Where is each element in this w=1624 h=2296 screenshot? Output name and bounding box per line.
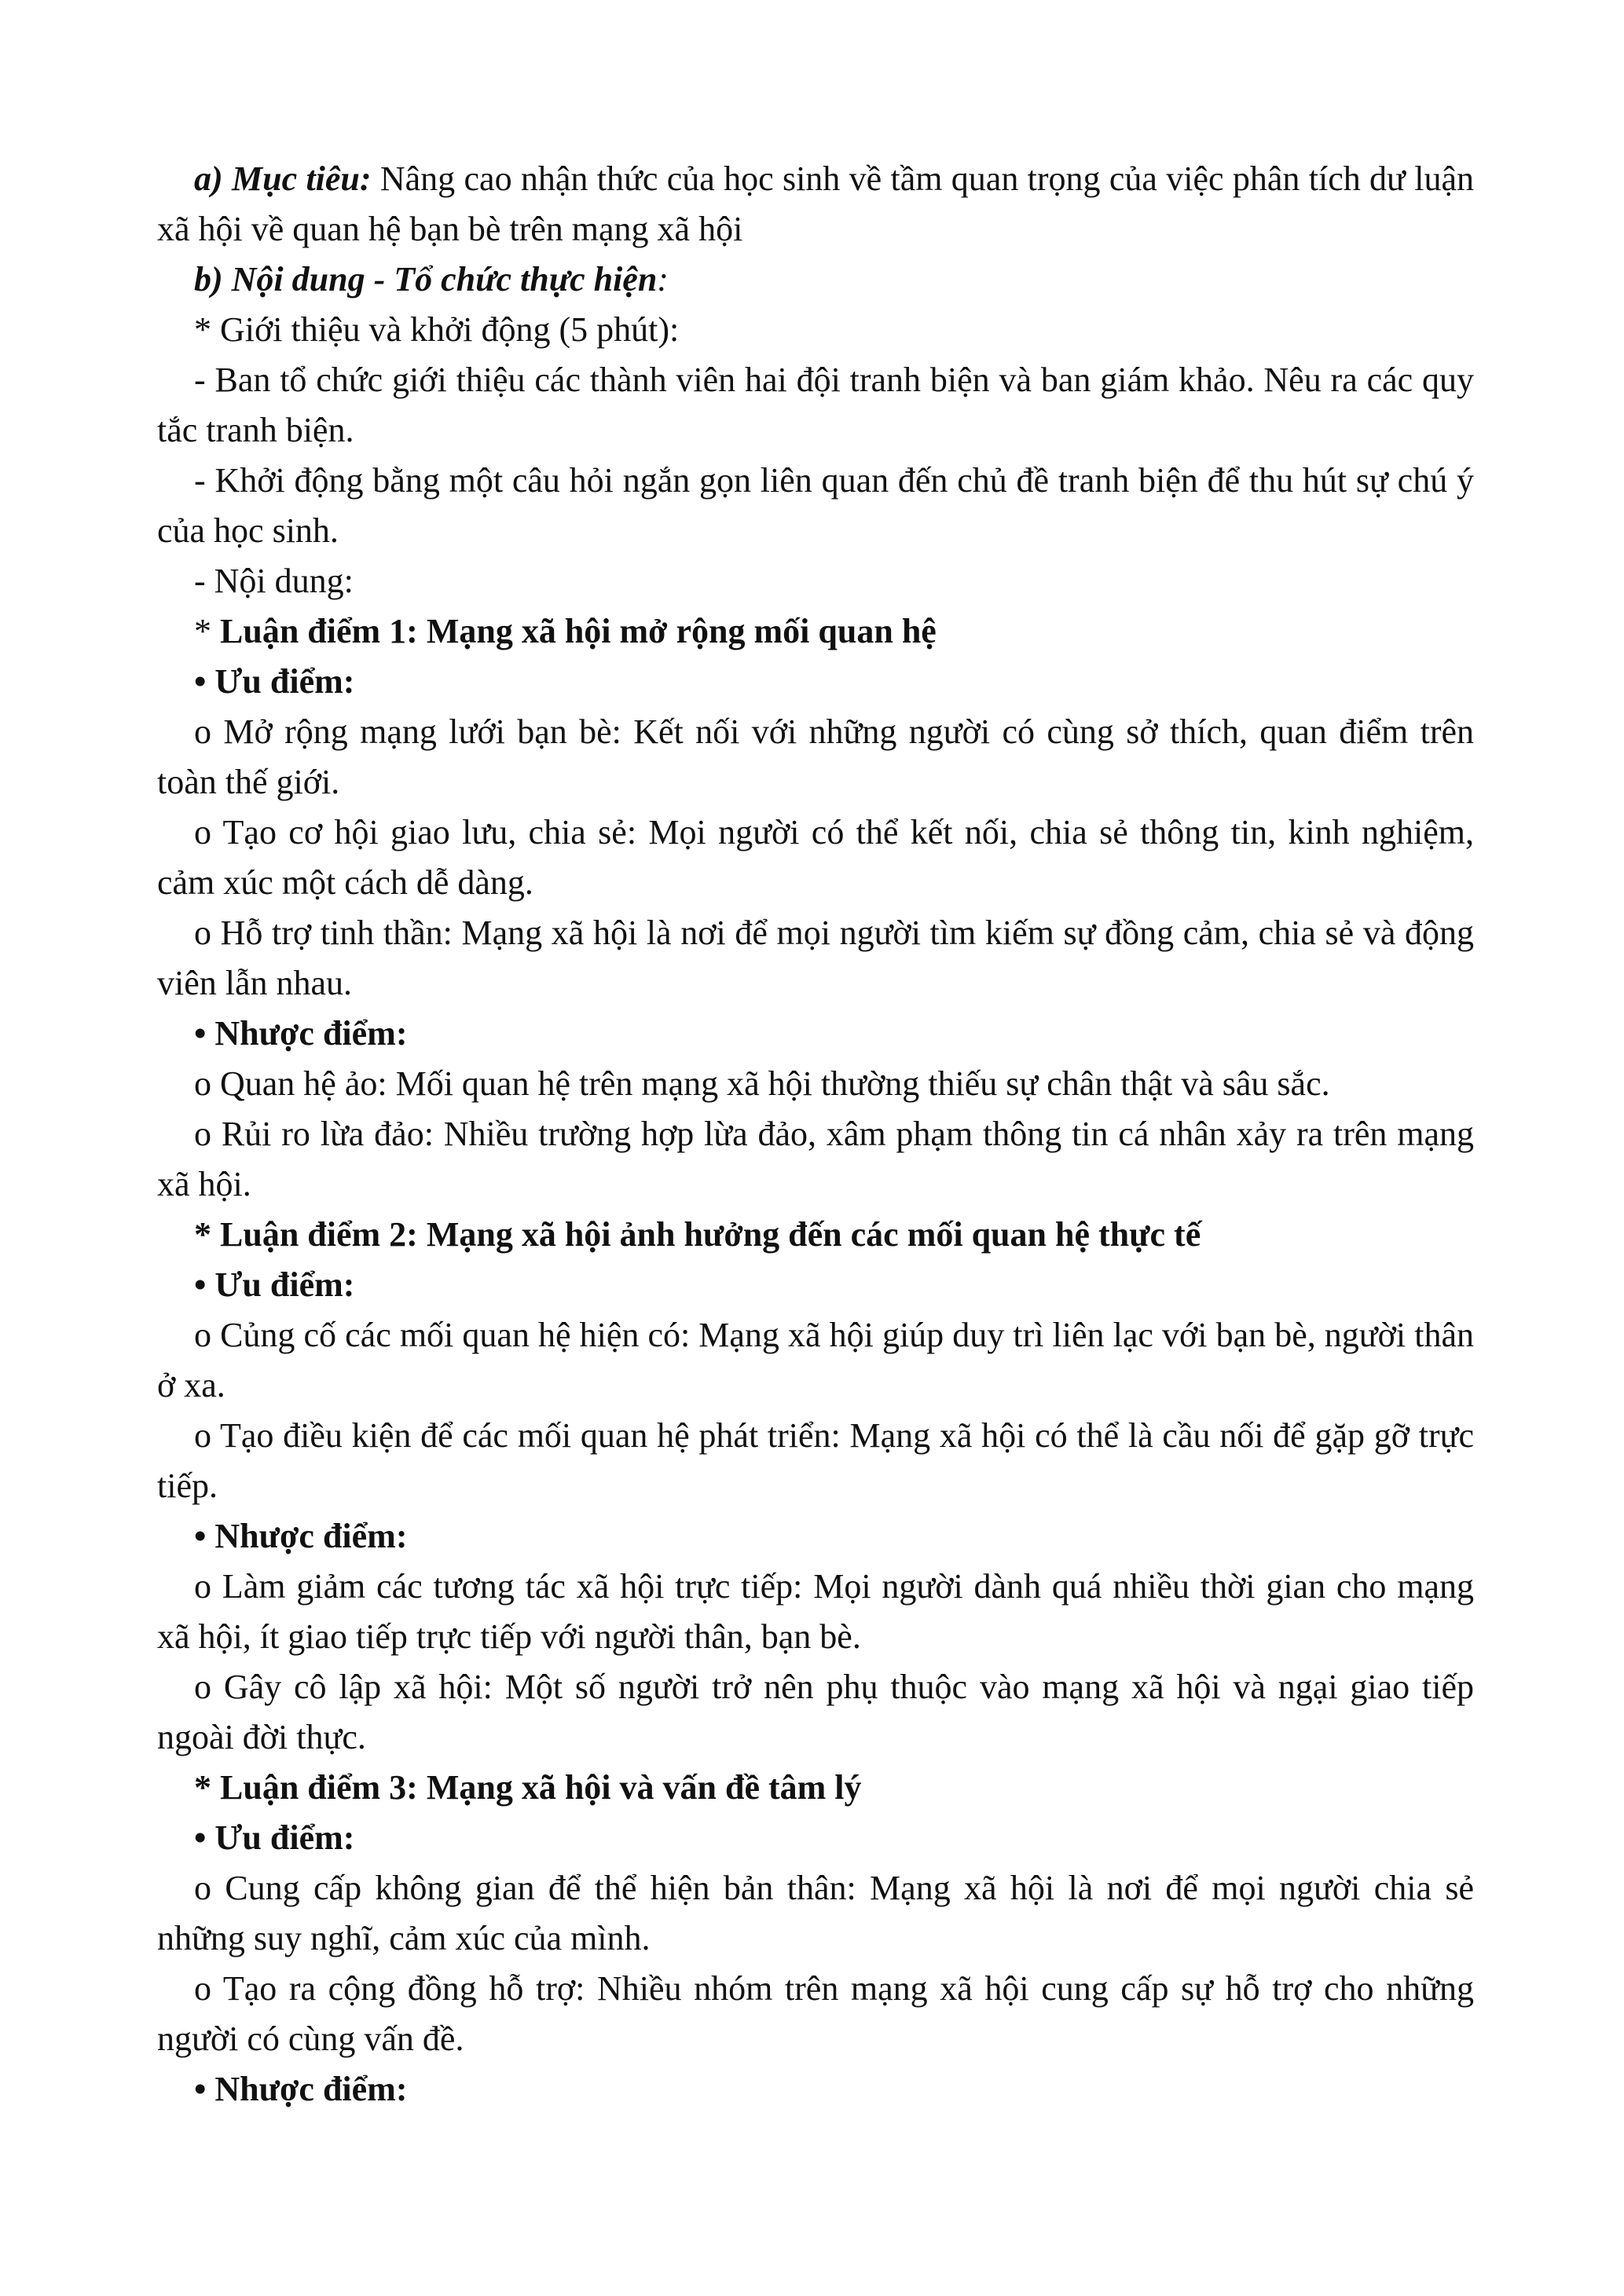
point1-pros-label: • Ưu điểm:	[194, 662, 355, 701]
point1-title: Luận điểm 1: Mạng xã hội mở rộng mối quan hệ	[220, 612, 937, 650]
point1-con-item: o Quan hệ ảo: Mối quan hệ trên mạng xã hội thường thiếu sự chân thật và sâu sắc.	[194, 1064, 1330, 1103]
point1-pro-item: o Hỗ trợ tinh thần: Mạng xã hội là nơi để mọi người tìm kiếm sự đồng cảm, chia sẻ và động viên lẫn nhau.	[157, 914, 1474, 1002]
content-heading	[157, 255, 1474, 305]
intro-line: - Ban tổ chức giới thiệu các thành viên hai đội tranh biện và ban giám khảo. Nêu ra các quy tắc tranh biện.	[157, 361, 1474, 449]
point3-title: * Luận điểm 3: Mạng xã hội và vấn đề tâm lý	[194, 1768, 862, 1807]
point1-prefix: *	[194, 612, 220, 650]
intro-title: * Giới thiệu và khởi động (5 phút):	[194, 310, 680, 349]
point1-cons-label: • Nhược điểm:	[194, 1014, 408, 1053]
intro-line: - Khởi động bằng một câu hỏi ngắn gọn liên quan đến chủ đề tranh biện để thu hút sự chú ý của học sinh.	[157, 461, 1474, 550]
point2-pro-item: o Củng cố các mối quan hệ hiện có: Mạng xã hội giúp duy trì liên lạc với bạn bè, người thân ở xa.	[157, 1316, 1474, 1404]
document-body	[157, 154, 1474, 2115]
objective-paragraph	[157, 154, 1474, 255]
point3-pro-item: o Cung cấp không gian để thể hiện bản thân: Mạng xã hội là nơi để mọi người chia sẻ những suy nghĩ, cảm xúc của mình.	[157, 1869, 1474, 1957]
point3-cons-label: • Nhược điểm:	[194, 2070, 408, 2108]
point1-heading	[157, 606, 1474, 657]
point1-pro-item: o Mở rộng mạng lưới bạn bè: Kết nối với những người có cùng sở thích, quan điểm trên toàn thế giới.	[157, 712, 1474, 801]
point2-pros-label: • Ưu điểm:	[194, 1265, 355, 1304]
point2-cons-label: • Nhược điểm:	[194, 1517, 408, 1555]
objective-text: Nâng cao nhận thức của học sinh về tầm quan trọng của việc phân tích dư luận xã hội về quan hệ bạn bè trên mạng xã hội	[157, 159, 1474, 248]
point2-title: * Luận điểm 2: Mạng xã hội ảnh hưởng đến các mối quan hệ thực tế	[194, 1215, 1201, 1254]
content-heading-colon: :	[657, 260, 669, 298]
point2-con-item: o Làm giảm các tương tác xã hội trực tiếp: Mọi người dành quá nhiều thời gian cho mạng xã hội, ít giao tiếp trực tiếp với người thân, bạn bè.	[157, 1567, 1474, 1656]
intro-line: - Nội dung:	[194, 562, 354, 600]
point3-pro-item: o Tạo ra cộng đồng hỗ trợ: Nhiều nhóm trên mạng xã hội cung cấp sự hỗ trợ cho những người có cùng vấn đề.	[157, 1969, 1474, 2058]
objective-label: a) Mục tiêu:	[194, 159, 372, 198]
point1-con-item: o Rủi ro lừa đảo: Nhiều trường hợp lừa đảo, xâm phạm thông tin cá nhân xảy ra trên mạng xã hội.	[157, 1115, 1474, 1203]
point1-pro-item: o Tạo cơ hội giao lưu, chia sẻ: Mọi người có thể kết nối, chia sẻ thông tin, kinh nghiệm, cảm xúc một cách dễ dàng.	[157, 813, 1474, 902]
content-heading-label: b) Nội dung - Tổ chức thực hiện	[194, 260, 658, 298]
point2-pro-item: o Tạo điều kiện để các mối quan hệ phát triển: Mạng xã hội có thể là cầu nối để gặp gỡ trực tiếp.	[157, 1416, 1474, 1505]
point2-con-item: o Gây cô lập xã hội: Một số người trở nên phụ thuộc vào mạng xã hội và ngại giao tiếp ngoài đời thực.	[157, 1668, 1474, 1756]
point3-pros-label: • Ưu điểm:	[194, 1818, 355, 1857]
